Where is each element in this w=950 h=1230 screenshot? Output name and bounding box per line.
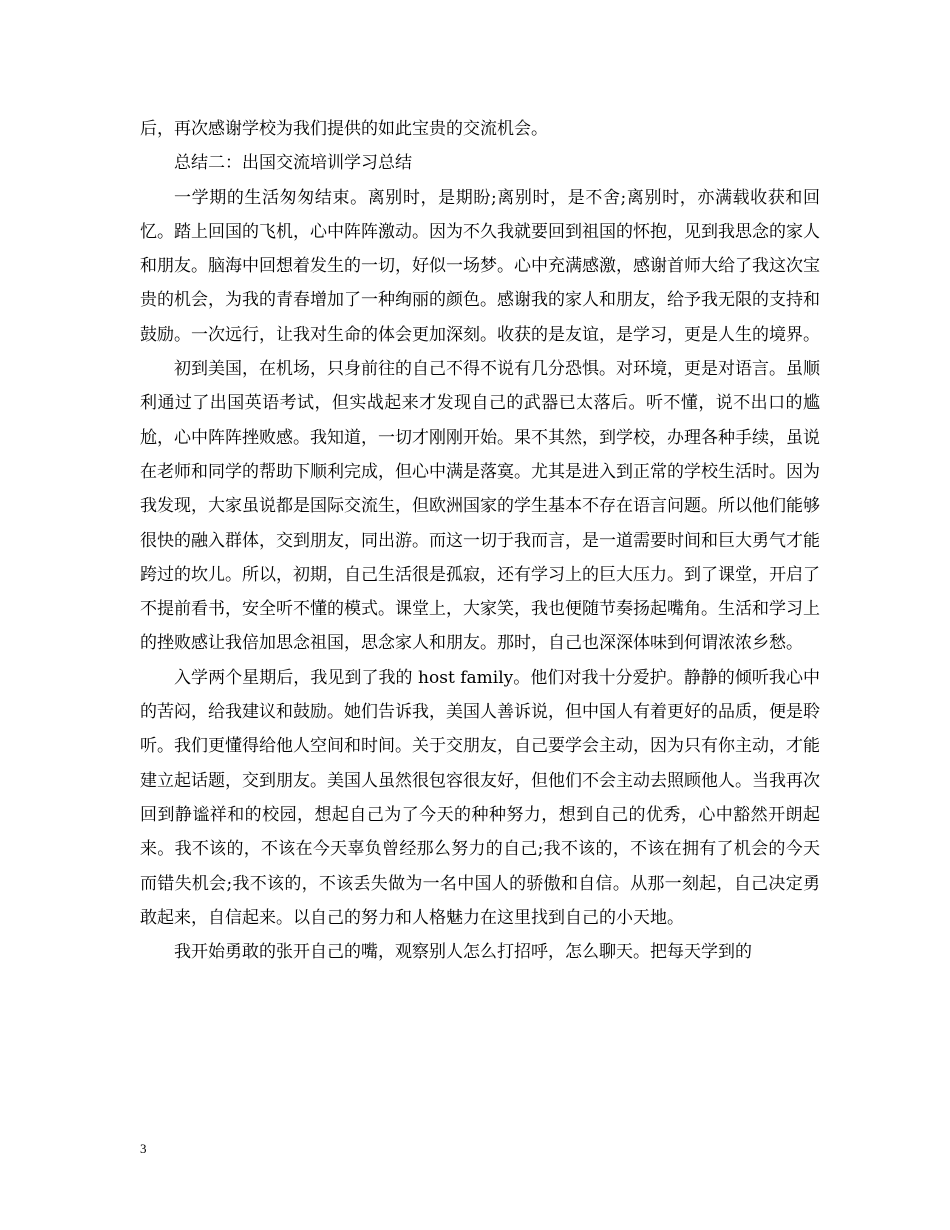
page-number: 3	[140, 1141, 147, 1156]
document-body	[140, 112, 820, 969]
section-heading: 总结二：出国交流培训学习总结	[174, 153, 412, 174]
paragraph-1: 后，再次感谢学校为我们提供的如此宝贵的交流机会。	[140, 119, 548, 139]
paragraph-3: 一学期的生活匆匆结束。离别时，是期盼;离别时，是不舍;离别时，亦满载收获和回忆。踏上回国的飞机，心中阵阵激动。因为不久我就要回到祖国的怀抱，见到我思念的家人和朋友。脑海中回想着发生的一切，好似一场梦。心中充满感激，感谢首师大给了我这次宝贵的机会，为我的青春增加了一种绚丽的颜色。感谢我的家人和朋友，给予我无限的支持和鼓励。一次远行，让我对生命的体会更加深刻。收获的是友谊，是学习，更是人生的境界。	[140, 187, 820, 345]
paragraph-4: 初到美国，在机场，只身前往的自己不得不说有几分恐惧。对环境，更是对语言。虽顺利通过了出国英语考试，但实战起来才发现自己的武器已太落后。听不懂，说不出口的尴尬，心中阵阵挫败感。我知道，一切才刚刚开始。果不其然，到学校，办理各种手续，虽说在老师和同学的帮助下顺利完成，但心中满是落寞。尤其是进入到正常的学校生活时。因为我发现，大家虽说都是国际交流生，但欧洲国家的学生基本不存在语言问题。所以他们能够很快的融入群体，交到朋友，同出游。而这一切于我而言，是一道需要时间和巨大勇气才能跨过的坎儿。所以，初期，自己生活很是孤寂，还有学习上的巨大压力。到了课堂，开启了不提前看书，安全听不懂的模式。课堂上，大家笑，我也便随节奏扬起嘴角。生活和学习上的挫败感让我倍加思念祖国，思念家人和朋友。那时，自己也深深体味到何谓浓浓乡愁。	[140, 359, 820, 654]
paragraph-5: 入学两个星期后，我见到了我的 host family。他们对我十分爱护。静静的倾听我心中的苦闷，给我建议和鼓励。她们告诉我，美国人善诉说，但中国人有着更好的品质，便是聆听。我们更懂得给他人空间和时间。关于交朋友，自己要学会主动，因为只有你主动，才能建立起话题，交到朋友。美国人虽然很包容很友好，但他们不会主动去照顾他人。当我再次回到静谧祥和的校园，想起自己为了今天的种种努力，想到自己的优秀，心中豁然开朗起来。我不该的，不该在今天辜负曾经那么努力的自己;我不该的，不该在拥有了机会的今天而错失机会;我不该的，不该丢失做为一名中国人的骄傲和自信。从那一刻起，自己决定勇敢起来，自信起来。以自己的努力和人格魅力在这里找到自己的小天地。	[140, 667, 820, 928]
paragraph-6: 我开始勇敢的张开自己的嘴，观察别人怎么打招呼，怎么聊天。把每天学到的	[174, 942, 752, 963]
